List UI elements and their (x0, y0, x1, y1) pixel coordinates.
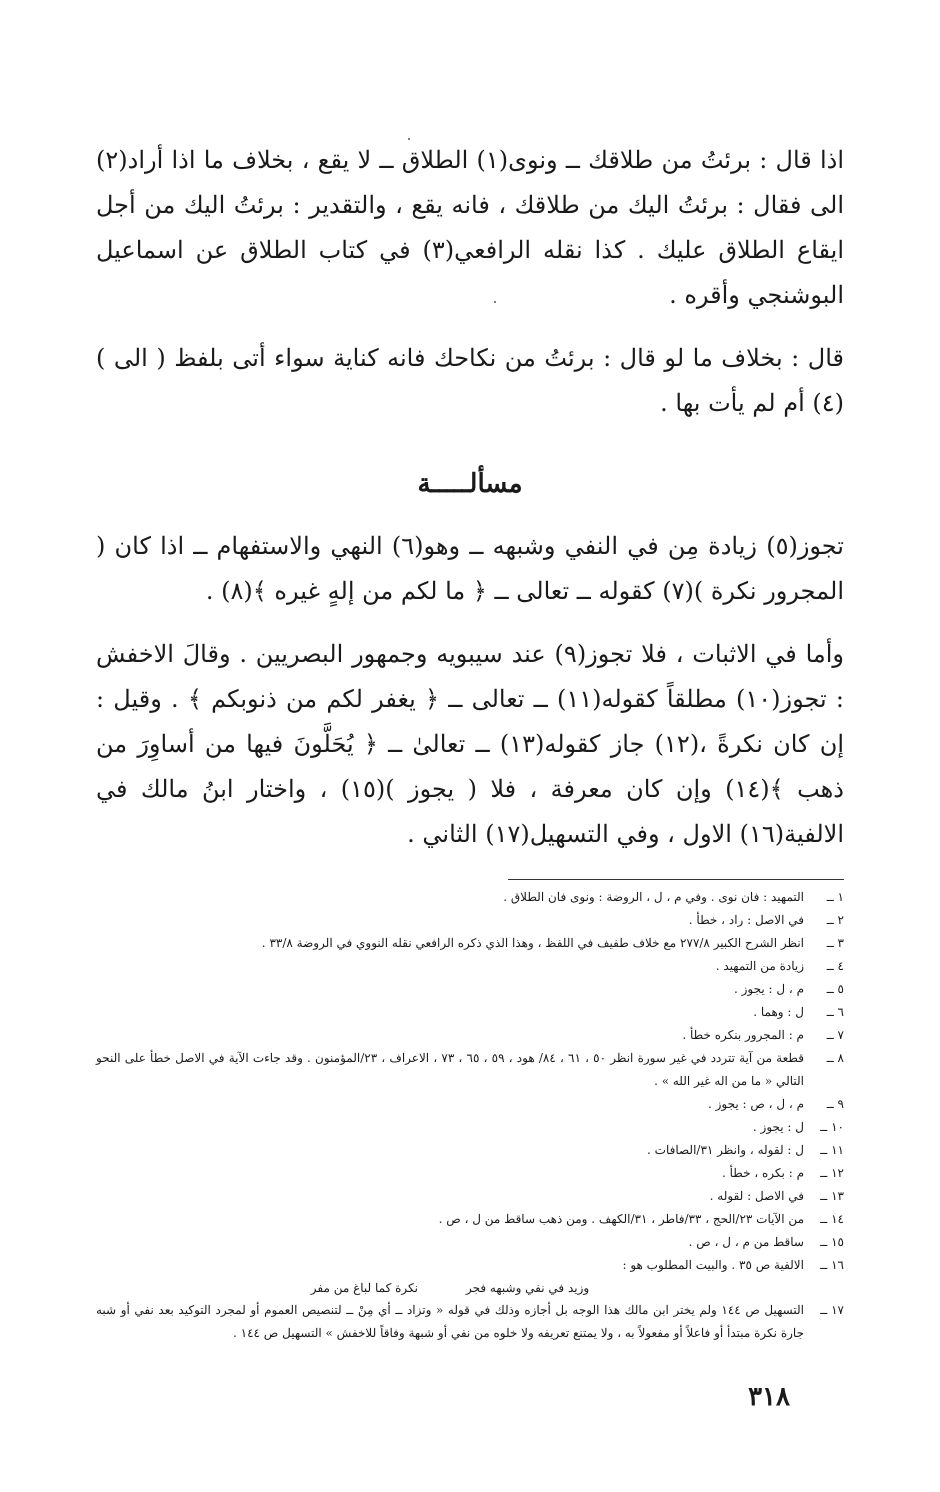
footnote-number: ١٦ ــ (820, 1258, 844, 1272)
footnote-number: ٢ ــ (826, 913, 844, 927)
footnote-16 (96, 1254, 844, 1277)
footnote-number: ١٤ ــ (820, 1212, 844, 1226)
page-number: ٣١٨ (748, 1382, 790, 1412)
footnote-13 (96, 1185, 844, 1208)
footnote-text: انظر الشرح الكبير ٢٧٧/٨ مع خلاف طفيف في اللفظ ، وهذا الذي ذكره الرافعي نقله النووي في الروضة ٣٣/٨ . (261, 936, 804, 950)
footnote-text: في الاصل : راد ، خطأ . (688, 913, 804, 927)
footnote-number: ٨ ــ (826, 1051, 844, 1065)
footnote-number: ١٧ ــ (820, 1303, 844, 1317)
print-speck (494, 301, 496, 303)
divider-line (508, 879, 844, 880)
footnote-text: في الاصل : لقوله . (709, 1189, 804, 1203)
footnote-9 (96, 1093, 844, 1116)
paragraph-3: تجوز(٥) زيادة مِن في النفي وشبهه ــ وهو(٦) النهي والاستفهام ــ اذا كان ( المجرور نكرة )(٧) كقوله ــ تعالى ــ ﴿ ما لكم من إلهٍ غيره ﴾(٨) . (96, 532, 844, 605)
footnote-number: ٦ ــ (826, 1005, 844, 1019)
paragraph-1: اذا قال : برئتُ من طلاقك ــ ونوى(١) الطلاق ــ لا يقع ، بخلاف ما اذا أراد(٢) الى فقال : برئتُ اليك من طلاقك ، فانه يقع ، والتقدير : برئتُ اليك من أجل ايقاع الطلاق عليك . كذا نقله الرافعي(٣) في كتاب الطلاق عن اسماعيل البوشنجي وأقره . (96, 146, 845, 309)
footnote-11 (96, 1139, 844, 1162)
footnote-10 (96, 1116, 844, 1139)
footnote-text: ل : يجوز . (752, 1120, 804, 1134)
footnote-number: ١٢ ــ (820, 1166, 844, 1180)
footnote-text: زيادة من التمهيد . (715, 959, 804, 973)
footnote-number: ٧ ــ (826, 1028, 844, 1042)
footnote-2 (96, 909, 844, 932)
print-speck (408, 138, 410, 140)
footnote-number: ١١ ــ (820, 1143, 844, 1157)
footnote-number: ٥ ــ (826, 982, 844, 996)
footnote-6 (96, 1001, 844, 1024)
paragraph-4: وأما في الاثبات ، فلا تجوز(٩) عند سيبويه وجمهور البصريين . وقالَ الاخفش : تجوز(١٠) مطلقاً كقوله(١١) ــ تعالى ــ ﴿ يغفر لكم من ذنوبكم ﴾ . وقيل : إن كان نكرةً ،(١٢) جاز كقوله(١٣) ــ تعالىٰ ــ ﴿ يُحَلَّونَ فيها من أساوِرَ من ذهب ﴾(١٤) وإن كان معرفة ، فلا ( يجوز )(١٥) ، واختار ابنُ مالك في الالفية(١٦) الاول ، وفي التسهيل(١٧) الثاني . (96, 640, 845, 848)
footnote-text: م ، ل ، ص : يجوز . (707, 1097, 804, 1111)
verse-hemistich-1: وزيد في نفي وشبهه فجر (466, 1281, 590, 1295)
page-body (96, 138, 844, 1345)
section-heading: مسألـــــة (417, 469, 523, 499)
footnote-8 (96, 1047, 844, 1093)
footnote-text: ساقط من م ، ل ، ص . (688, 1235, 804, 1249)
poetry-verse (96, 1277, 844, 1299)
footnote-number: ١٥ ــ (820, 1235, 844, 1249)
verse-hemistich-2: نكرة كما لباغ من مفر (310, 1281, 419, 1295)
footnote-text: ل : وهما . (753, 1005, 804, 1019)
footnote-17 (96, 1299, 844, 1345)
footnote-number: ١٣ ــ (820, 1189, 844, 1203)
footnote-number: ٣ ــ (826, 936, 844, 950)
footnote-3 (96, 932, 844, 955)
footnote-text: الالفية ص ٣٥ . والبيت المطلوب هو : (622, 1258, 804, 1272)
footnote-number: ٤ ــ (826, 959, 844, 973)
footnote-5 (96, 978, 844, 1001)
footnotes (96, 886, 844, 1345)
footnote-1 (96, 886, 844, 909)
footnote-divider (96, 879, 844, 880)
footnote-7 (96, 1024, 844, 1047)
footnote-number: ٩ ــ (826, 1097, 844, 1111)
footnote-text: ل : لقوله ، وانظر ٣١/الصافات . (647, 1143, 804, 1157)
paragraph-2: قال : بخلاف ما لو قال : برئتُ من نكاحك فانه كناية سواء أتى بلفظ ( الى )(٤) أم لم يأت بها . (96, 344, 844, 417)
footnote-number: ١٠ ــ (820, 1120, 844, 1134)
footnote-text: التسهيل ص ١٤٤ ولم يختر ابن مالك هذا الوجه بل أجازه وذلك في قوله « وتزاد ــ أي مِنْ ــ لتنصيص العموم أو لمجرد التوكيد بعد نفي أو شبه جارة نكرة مبتدأ أو فاعلاً أو مفعولاً به ، ولا يمتنع تعريفه ولا خلوه من نفي أو شبهة وفاقاً للاخفش » التسهيل ص ١٤٤ . (96, 1303, 804, 1340)
footnote-14 (96, 1208, 844, 1231)
footnote-12 (96, 1162, 844, 1185)
footnote-text: من الآيات ٢٣/الحج ، ٣٣/فاطر ، ٣١/الكهف . ومن ذهب ساقط من ل ، ص . (438, 1212, 804, 1226)
footnote-4 (96, 955, 844, 978)
footnote-text: قطعة من آية تتردد في غير سورة انظر ٥٠ ، ٦١ ، ٨٤/ هود ، ٥٩ ، ٦٥ ، ٧٣ ، الاعراف ، ٢٣/المؤمنون . وقد جاءت الآية في الاصل خطأ على النحو التالي « ما من اله غير الله » . (96, 1051, 804, 1088)
footnote-text: التمهيد : فان نوى . وفي م ، ل ، الروضة : ونوى فان الطلاق . (503, 890, 804, 904)
footnote-15 (96, 1231, 844, 1254)
footnote-text: م ، ل : يجوز . (733, 982, 804, 996)
footnote-text: م : بكره ، خطأ . (721, 1166, 804, 1180)
footnote-number: ١ ــ (826, 890, 844, 904)
footnote-text: م : المجرور بنكره خطأ . (682, 1028, 804, 1042)
